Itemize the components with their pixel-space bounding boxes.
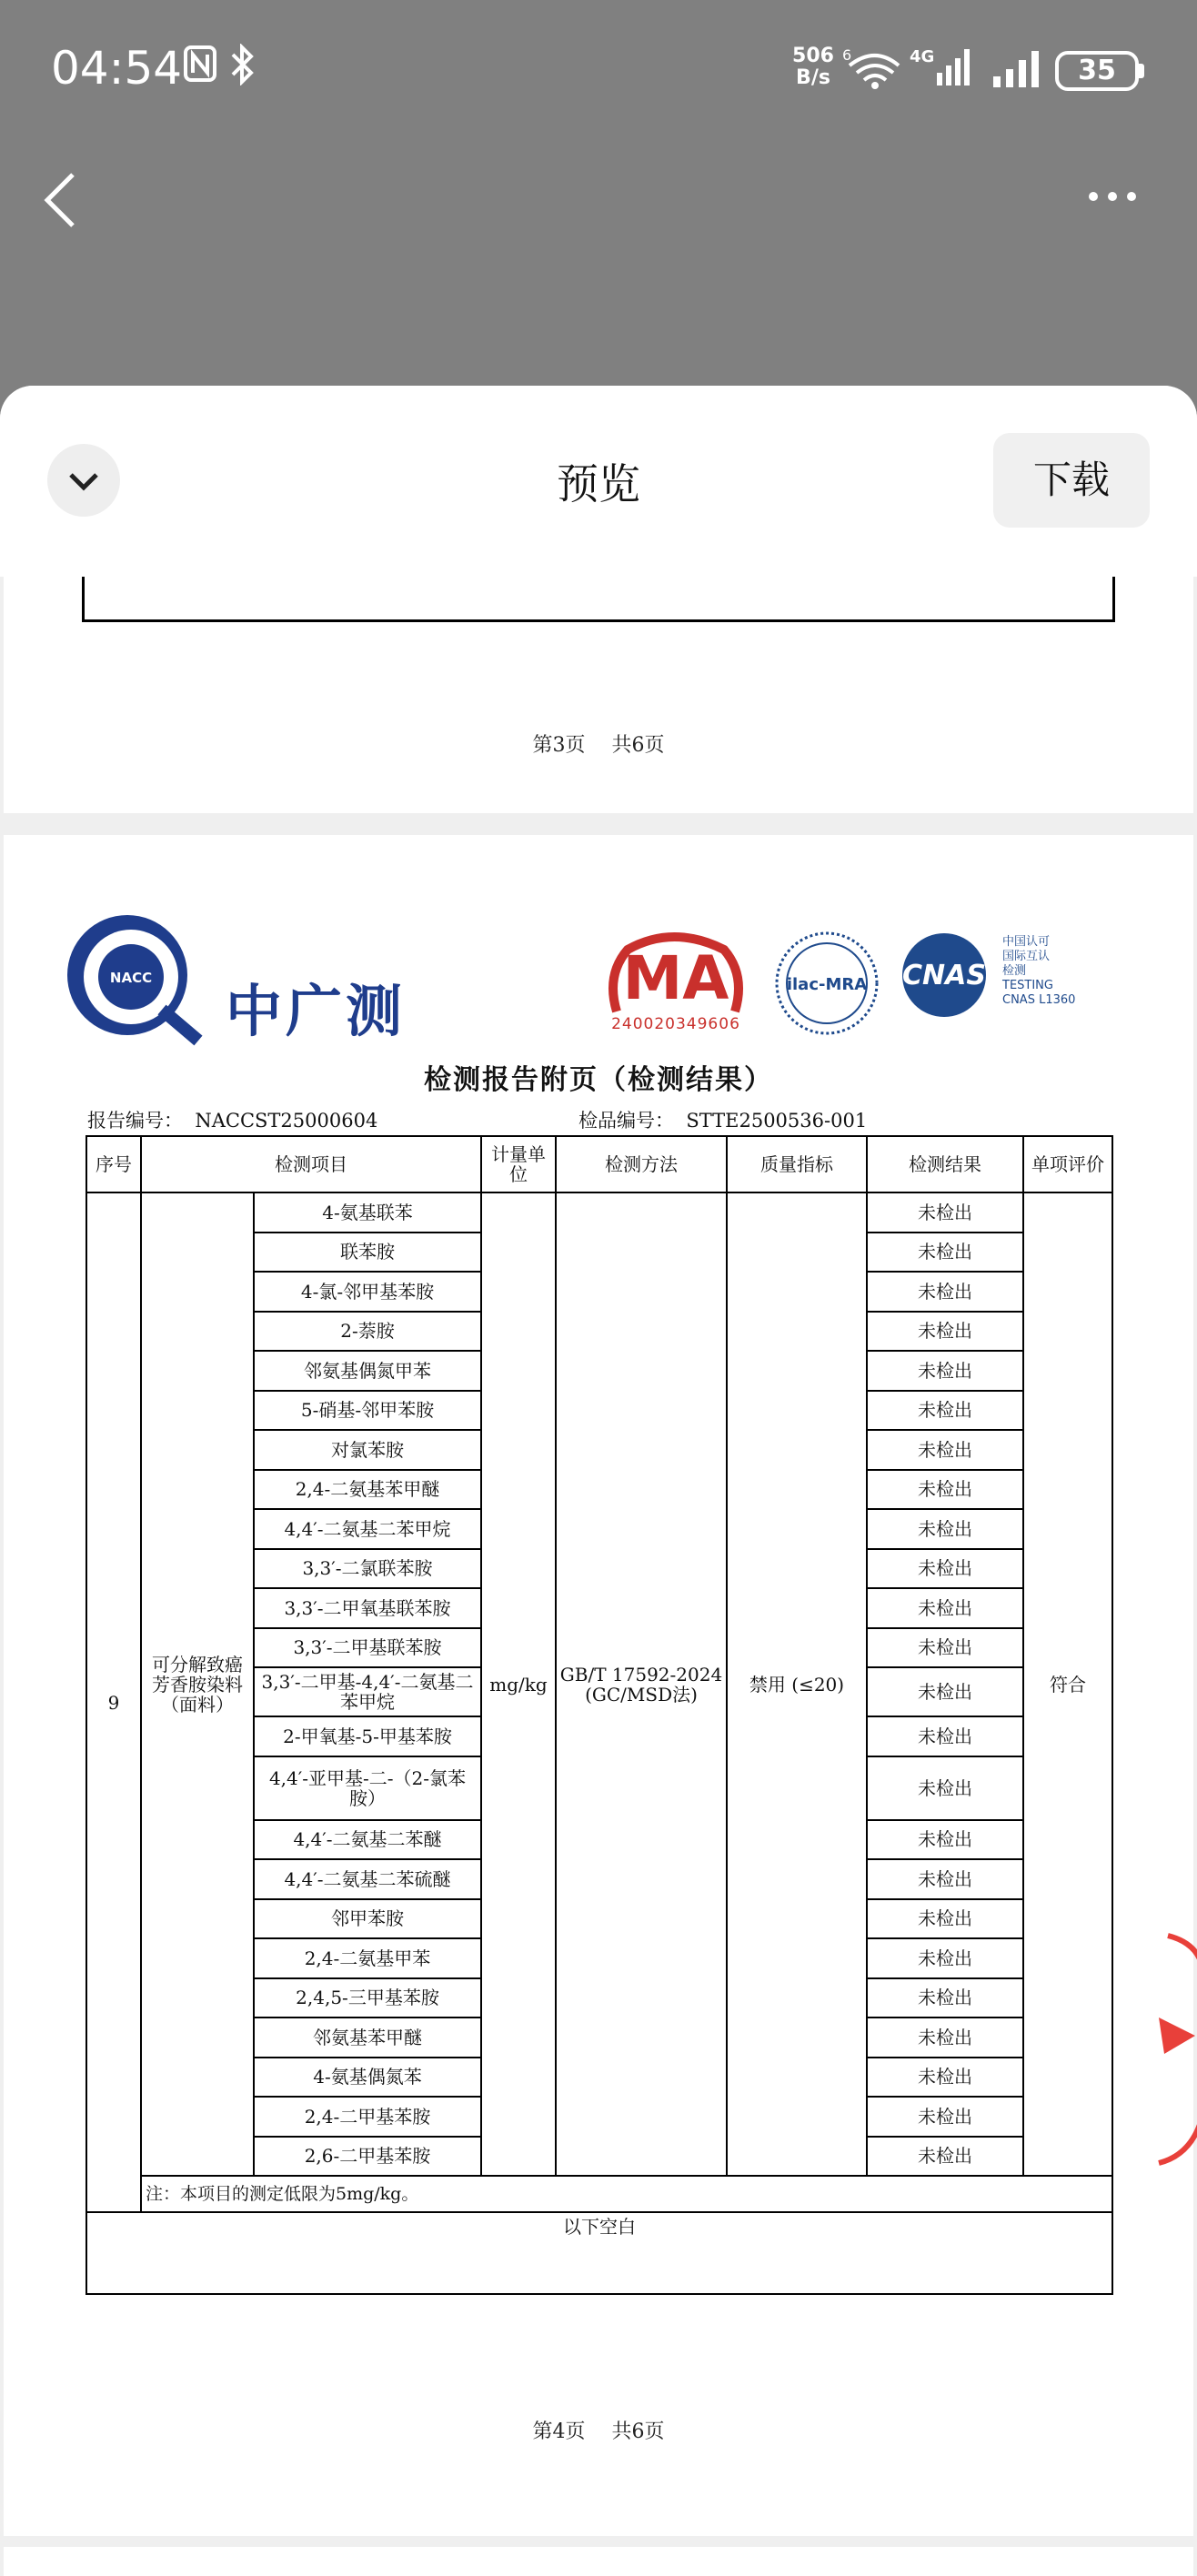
status-time: 04:54 (51, 42, 183, 95)
cell-result: 未检出 (867, 1820, 1023, 1860)
header-result: 检测结果 (867, 1136, 1023, 1192)
cell-result: 未检出 (867, 1628, 1023, 1668)
cell-item: 2,4-二氨基苯甲醚 (254, 1470, 481, 1510)
cell-unit: mg/kg (481, 1192, 556, 2176)
svg-text:4G: 4G (910, 47, 935, 66)
cell-result: 未检出 (867, 1351, 1023, 1391)
cell-item: 邻氨基偶氮甲苯 (254, 1351, 481, 1391)
page3-table-bottom (82, 577, 1115, 622)
cell-result: 未检出 (867, 1716, 1023, 1756)
ma-text: MA (622, 943, 729, 1013)
ilac-mra-logo (773, 930, 880, 1037)
cnas-line: CNAS L1360 (1002, 993, 1076, 1007)
table-note: 注：本项目的测定低限为5mg/kg。 (141, 2176, 1112, 2212)
status-bar (0, 0, 1197, 146)
result-table (86, 1135, 1113, 2295)
cell-result: 未检出 (867, 1391, 1023, 1431)
sheet-header (0, 386, 1197, 577)
cell-item: 4,4′-二氨基二苯硫醚 (254, 1859, 481, 1899)
net-speed-value: 506 (792, 45, 834, 67)
cell-item: 3,3′-二甲氧基联苯胺 (254, 1588, 481, 1628)
download-button[interactable]: 下载 (993, 433, 1150, 528)
page3-number: 第3页 共6页 (532, 734, 665, 757)
cell-result: 未检出 (867, 1233, 1023, 1273)
cell-result: 未检出 (867, 1667, 1023, 1716)
nacc-emblem (62, 911, 226, 1048)
bluetooth-icon (229, 44, 256, 89)
chevron-left-icon (36, 164, 100, 236)
cell-result: 未检出 (867, 1549, 1023, 1589)
ma-number: 240020349606 (611, 1015, 740, 1033)
cell-result: 未检出 (867, 1938, 1023, 1978)
header-method: 检测方法 (556, 1136, 727, 1192)
cell-item: 4-氨基联苯 (254, 1192, 481, 1233)
preview-sheet (0, 386, 1197, 2576)
cnas-line: TESTING (1002, 979, 1053, 992)
net-speed-unit: B/s (796, 66, 830, 89)
cnas-logo (893, 931, 995, 1022)
wifi-icon (842, 47, 900, 93)
header-quality: 质量指标 (727, 1136, 867, 1192)
cell-result: 未检出 (867, 1978, 1023, 2018)
cell-item: 4-氯-邻甲基苯胺 (254, 1272, 481, 1312)
cnas-line: 国际互认 (1002, 950, 1051, 963)
cell-item: 邻氨基苯甲醚 (254, 2018, 481, 2058)
sample-no-label: 检品编号： (578, 1110, 674, 1132)
cell-item: 3,3′-二甲基联苯胺 (254, 1628, 481, 1668)
sheet-title: 预览 (557, 459, 640, 508)
document-page-3 (4, 577, 1193, 813)
cell-method: GB/T 17592-2024 (GC/MSD法) (556, 1192, 727, 2176)
report-number (87, 1106, 377, 1133)
cell-item: 4,4′-二氨基二苯甲烷 (254, 1509, 481, 1549)
nacc-logo-text: 中广测 (226, 978, 407, 1044)
header-evaluation: 单项评价 (1023, 1136, 1112, 1192)
cell-result: 未检出 (867, 1312, 1023, 1352)
document-page-4 (4, 835, 1193, 2536)
report-no-label: 报告编号： (87, 1110, 183, 1132)
more-button[interactable] (1073, 178, 1155, 215)
cell-item: 2,6-二甲基苯胺 (254, 2137, 481, 2177)
nacc-logo (62, 911, 426, 1048)
cell-item: 2-萘胺 (254, 1312, 481, 1352)
cell-item: 4,4′-亚甲基-二-（2-氯苯胺） (254, 1756, 481, 1820)
header-unit: 计量单位 (481, 1136, 556, 1192)
cell-result: 未检出 (867, 1272, 1023, 1312)
cell-item: 2,4-二甲基苯胺 (254, 2097, 481, 2137)
cnas-line: 中国认可 (1002, 935, 1051, 949)
cell-result: 未检出 (867, 1899, 1023, 1939)
cnas-text: CNAS (902, 960, 986, 991)
blank-text: 以下空白 (86, 2212, 1112, 2294)
cell-result: 未检出 (867, 2097, 1023, 2137)
table-note-row (86, 2176, 1112, 2212)
cell-evaluation: 符合 (1023, 1192, 1112, 2176)
cell-item: 2,4-二氨基甲苯 (254, 1938, 481, 1978)
document-page-5 (4, 2547, 1193, 2576)
net-speed (786, 45, 840, 89)
cnas-line: 检测 (1002, 964, 1027, 978)
cell-result: 未检出 (867, 1756, 1023, 1820)
cell-seq: 9 (86, 1192, 141, 2212)
header-item: 检测项目 (141, 1136, 481, 1192)
cell-result: 未检出 (867, 2058, 1023, 2098)
cell-result: 未检出 (867, 1509, 1023, 1549)
page4-number: 第4页 共6页 (532, 2420, 665, 2443)
cell-item: 3,3′-二氯联苯胺 (254, 1549, 481, 1589)
back-button[interactable] (36, 164, 100, 236)
cell-item: 2,4,5-三甲基苯胺 (254, 1978, 481, 2018)
sample-no-value: STTE2500536-001 (686, 1110, 868, 1132)
header-seq: 序号 (86, 1136, 141, 1192)
ilac-text: ilac-MRA (786, 975, 868, 994)
cell-category: 可分解致癌芳香胺染料（面料） (141, 1192, 254, 2176)
table-header-row (86, 1136, 1112, 1192)
cnas-caption (1002, 935, 1075, 1008)
signal-icon (991, 49, 1042, 93)
nacc-badge-text: NACC (109, 970, 153, 986)
battery-indicator: 35 (1055, 51, 1139, 91)
cell-item: 4-氨基偶氮苯 (254, 2058, 481, 2098)
nfc-icon (182, 44, 218, 87)
cell-item: 3,3′-二甲基-4,4′-二氨基二苯甲烷 (254, 1667, 481, 1716)
report-title: 检测报告附页（检测结果） (424, 1064, 773, 1096)
red-stamp (1150, 1927, 1197, 2199)
cell-item: 联苯胺 (254, 1233, 481, 1273)
signal-4g-icon (910, 45, 971, 93)
cell-result: 未检出 (867, 1588, 1023, 1628)
cell-item: 5-硝基-邻甲苯胺 (254, 1391, 481, 1431)
cell-result: 未检出 (867, 1470, 1023, 1510)
cell-item: 4,4′-二氨基二苯醚 (254, 1820, 481, 1860)
report-no-value: NACCST25000604 (195, 1110, 378, 1132)
sample-number (578, 1106, 867, 1133)
cell-item: 对氯苯胺 (254, 1430, 481, 1470)
cell-result: 未检出 (867, 1192, 1023, 1233)
cell-item: 2-甲氧基-5-甲基苯胺 (254, 1716, 481, 1756)
cell-result: 未检出 (867, 1430, 1023, 1470)
cell-result: 未检出 (867, 2018, 1023, 2058)
cell-quality: 禁用 (≤20) (727, 1192, 867, 2176)
battery-tip (1139, 64, 1144, 78)
cell-result: 未检出 (867, 2137, 1023, 2177)
table-row (86, 1192, 1112, 1233)
table-blank-row (86, 2212, 1112, 2294)
more-dots-icon (1073, 178, 1155, 215)
cell-item: 邻甲苯胺 (254, 1899, 481, 1939)
network-6-label: 6 (842, 47, 852, 64)
cell-result: 未检出 (867, 1859, 1023, 1899)
